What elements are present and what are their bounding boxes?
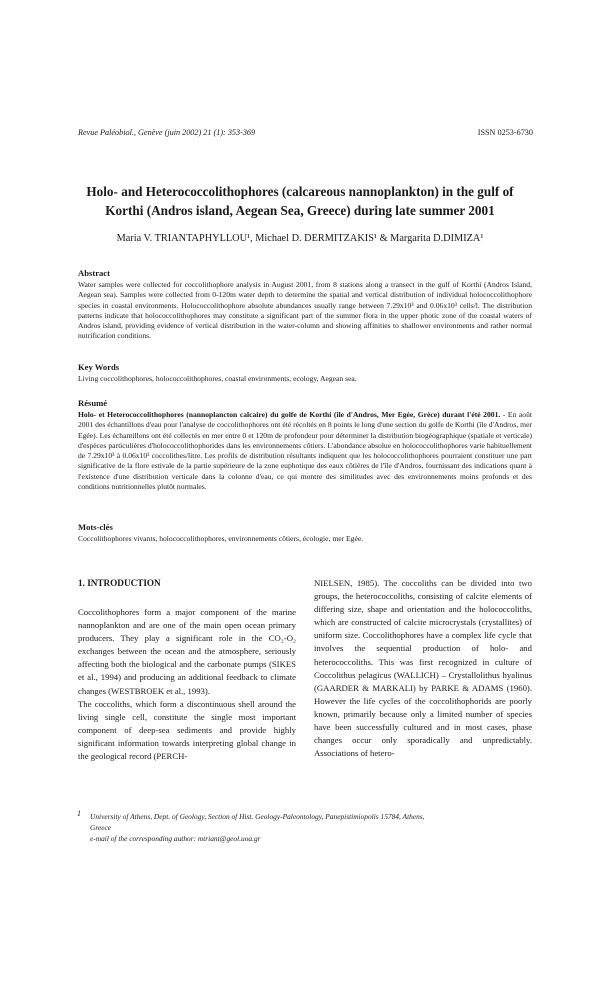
resume-lead: Holo- et Heterococcolithophores (nannoplancton calcaire) du golfe de Korthi (île d'Andros, Mer Egée, Grèce) durant l'été 2001. [78, 410, 501, 419]
resume-section [78, 398, 532, 492]
resume-text: - En août 2001 des échantillons d'eau pour l'analyse de coccolithophores ont été récoltés en 8 points le long d'une section du golfe de Korthi (île d'Andros, mer Egée). Les échantillons ont été collectés en mer entre 0 et 120m de profondeur pour déterminer la distribution biogéographique (spatiale et verticale) d'espèces particulières d'holococcolithophorides dans les environnements côtiers. L'abondance absolue en holococcolithophores varie habituellement de 7.29x10³ à 0.06x10³ coccolithes/litre. Les profils de distribution résultants indiquent que les holococcolithophores pourraient constituer une part significative de la flore estivale de la partie supérieure de la zone euphotique des eaux côtières de l'île d'Andros, fournissant des indications quant à l'existence d'une distribution verticale dans la colonne d'eau, ce qui montre des similitudes avec des environnements moins profonds et des conditions nutritionnelles plutôt normales. [78, 410, 533, 492]
running-header [78, 128, 533, 137]
footnote-mark: 1 [77, 809, 81, 818]
motscles-text: Coccolithophores vivants, holococcolithophores, environnements côtiers, écologie, mer Egée. [78, 534, 364, 543]
motscles-section [78, 522, 532, 544]
resume-heading: Résumé [78, 398, 108, 408]
title-line-1: Holo- and Heterococcolithophores (calcareous nannoplankton) in the gulf of [86, 184, 514, 199]
resume-body [78, 410, 532, 492]
footnote-line-3: e-mail of the corresponding author: mtriant@geol.uoa.gr [90, 834, 261, 843]
intro-paragraph-1: Coccolithophores form a major component of the marine nannoplankton and are one of the main open ocean primary producers. They play a significant role in the CO₂-O₂ exchanges between the ocean and the atmosphere, seriously affecting both the biological and the carbonate pumps (SIKES et al., 1994) and producing an additional feedback to climate changes (WESTBROEK et al., 1993). [78, 607, 296, 696]
affiliation-footnote [78, 811, 532, 844]
footnote-line-2: Greece [90, 823, 112, 832]
footnote-line-1: University of Athens, Dept. of Geology, Section of Hist. Geology-Paleontology, Panepistimiopolis 15784, Athens, [90, 812, 425, 821]
motscles-heading: Mots-clés [78, 522, 113, 532]
abstract-text: Water samples were collected for coccolithophore analysis in August 2001, from 8 stations along a transect in the gulf of Korthi (Andros Island, Aegean sea). Samples were collected from 0-120m water depth to determine the spatial and vertical distribution of individual holococcolithophore species in coastal environments. Holococcolithophore absolute abundances usually range between 7.29x10³ and 0.06x10³ cells/l. The distribution patterns indicate that holococcolithophores may constitute a significant part of the summer flora in the upper photic zone of the coastal waters of Andros island, providing evidence of vertical distribution in the water-column and showing affinities to shallower environments and rather normal nutrification conditions. [78, 280, 532, 341]
intro-paragraph-2: The coccoliths, which form a discontinuous shell around the living single cell, constitute the single most important component of deep-sea sediments and provide highly significant information towards interpreting global change in the geological record (PERCH- [78, 698, 296, 762]
keywords-text: Living coccolithophores, holococcolithophores, coastal environments, ecology, Aegean sea. [78, 374, 357, 383]
introduction-heading: 1. INTRODUCTION [78, 578, 161, 588]
article-title [70, 182, 530, 220]
journal-citation: Revue Paléobiol., Genève (juin 2002) 21 (1): 353-369 [78, 128, 256, 137]
abstract-section [78, 268, 532, 342]
left-column [78, 577, 296, 763]
keywords-heading: Key Words [78, 362, 120, 372]
title-line-2: Korthi (Andros island, Aegean Sea, Greece) during late summer 2001 [105, 203, 495, 218]
abstract-heading: Abstract [78, 268, 110, 278]
issn-number: ISSN 0253-6730 [477, 128, 533, 137]
intro-paragraph-3: NIELSEN, 1985). The coccoliths can be divided into two groups, the heterococcoliths, consisting of calcite elements of differing size, shape and orientation and the holococcoliths, which are constructed of calcite microcrystals (crystallites) of uniform size. Coccolithophores have a complex life cycle that involves the sequential production of holo- and heterococcoliths. This was first recognized in culture of Coccolithus pelagicus (WALLICH) – Crystallolithus hyalinus (GAARDER & MARKALI) by PARKE & ADAMS (1960). However the life cycles of the coccolithophorids are poorly known, primarily because only a limited number of species have been successfully cultured and in most cases, phase changes occur only sporadically and unpredictably. Associations of hetero- [314, 578, 532, 759]
right-column [314, 577, 532, 760]
keywords-section [78, 362, 532, 384]
author-list: Maria V. TRIANTAPHYLLOU¹, Michael D. DERMITZAKIS¹ & Margarita D.DIMIZA¹ [116, 233, 484, 244]
